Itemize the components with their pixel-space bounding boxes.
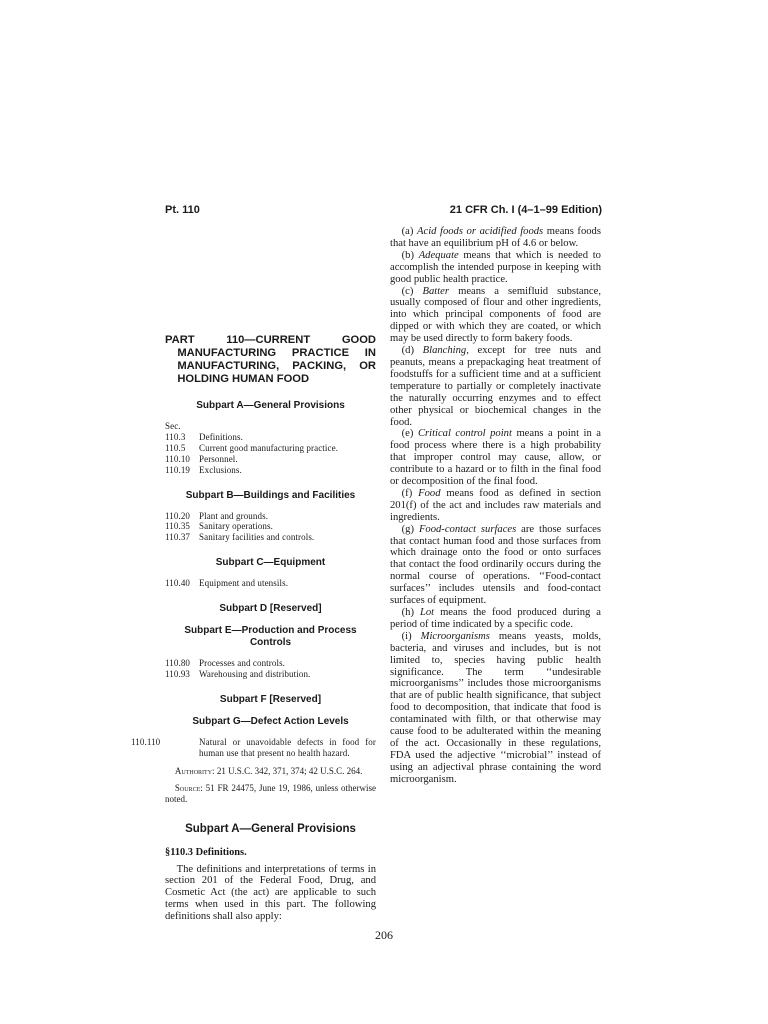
right-column [390,226,601,786]
definition-term: Critical control point [417,428,512,440]
source-note [165,783,376,804]
toc-item-text: Sanitary operations. [199,521,273,532]
toc-subpart-c: Subpart C—Equipment [215,557,326,569]
definition-term: Food [418,487,441,499]
section-heading: §110.3 Definitions. [165,846,247,858]
definition-term: Adequate [418,249,459,261]
definition-lead: (d) [401,345,415,357]
toc-item-num: 110.93 [165,669,191,680]
definition-a [390,226,601,250]
source-text: 51 FR 24475, June 19, 1986, unless otherwise noted. [165,783,377,804]
definition-d [390,345,601,428]
definition-lead: (i) [401,630,412,642]
toc-item [165,432,376,443]
toc-list-b [165,511,376,544]
part-title: PART 110—CURRENT GOOD MANUFACTURING PRACTICE IN MANUFACTURING, PACKING, OR HOLDING HUMAN FOOD [165,334,376,385]
definition-b [390,250,601,286]
page-number: 206 [375,928,393,942]
definition-h [390,607,601,631]
definition-term: Food-contact surfaces [418,523,517,535]
toc-item-num: 110.35 [165,521,191,532]
toc-item-num: 110.80 [165,658,191,669]
toc-subpart-f: Subpart F [Reserved] [219,693,322,705]
toc-list-c [165,578,376,589]
toc-item [165,532,376,543]
definition-lead: (a) [401,226,414,237]
definition-text: means food as defined in section 201(f) of the act and includes raw materials and ingredients. [390,487,602,523]
toc-list-e [165,658,376,680]
toc-item [165,454,376,465]
toc-item-text: Natural or unavoidable defects in food for human use that present no health hazard. [199,736,376,758]
definition-i [390,631,601,786]
source-label: Source: [174,783,203,794]
definition-lead: (e) [401,428,414,440]
toc-item-text: Warehousing and distribution. [199,669,311,680]
toc-subpart-g: Subpart G—Defect Action Levels [192,715,349,727]
definition-text: means yeasts, molds, bacteria, and viruses and includes, but is not limited to, species having public health significance. The term ‘‘undesirable microorganisms’’ includes those microorganisms that are of public health significance, that subject food to decomposition, that indicate that food is contaminated with filth, or that otherwise may cause food to be adulterated within the meaning of the act. Occasionally in these regulations, FDA used the adjective ‘‘microbial’’ instead of using an adjectival phrase containing the word microorganism. [390,630,601,785]
definition-lead: (c) [401,285,414,297]
definition-c [390,286,601,346]
authority-label: Authority: [174,765,215,776]
definition-term: Batter [422,285,449,297]
running-header [165,204,602,220]
toc-list-g [131,736,376,759]
toc-subpart-d: Subpart D [Reserved] [219,603,322,615]
toc-item-num: 110.20 [165,510,191,521]
left-column [131,226,377,923]
toc-item-text: Exclusions. [199,464,242,475]
toc-item-num: 110.3 [165,431,186,442]
toc-item-text: Definitions. [199,431,243,442]
toc-item-num: 110.37 [165,532,191,543]
toc-item-text: Processes and controls. [199,658,286,669]
definition-text: except for tree nuts and peanuts, means a prepackaging heat treatment of foodstuffs for a sufficient time and at a sufficient temperature to partially or completely inactivate the naturally occurring enzymes and to effect other physical or biochemical changes in the food. [390,345,601,428]
toc-item [165,669,376,680]
subpart-a-heading: Subpart A—General Provisions [185,822,356,835]
toc-subpart-e: Subpart E—Production and Process Controls [184,625,357,649]
definition-g [390,524,601,607]
toc-item [165,443,376,454]
definition-f [390,488,601,524]
toc-sec-label: Sec. [165,421,181,431]
authority-text: 21 U.S.C. 342, 371, 374; 42 U.S.C. 264. [216,765,363,776]
header-edition: 21 CFR Ch. I (4–1–99 Edition) [449,204,602,216]
toc-item [165,578,376,589]
toc-item-num: 110.40 [165,578,191,589]
toc-item [165,511,376,522]
toc-item-text: Plant and grounds. [199,510,269,521]
toc-item [165,521,376,532]
toc-item-text: Personnel. [199,453,238,464]
definition-lead: (g) [401,523,415,535]
definition-e [390,428,601,488]
toc-item-num: 110.5 [165,442,186,453]
definition-lead: (b) [401,249,415,261]
definition-term: Acid foods or acidified foods [417,226,544,237]
definition-text: means foods that have an equilibrium pH of 4.6 or below. [390,226,601,249]
toc-item [165,658,376,669]
definition-text: means a semifluid substance, usually composed of flour and other ingredients, into which principal components of food are dipped or with which they are coated, or which may be used directly to form bakery foods. [390,285,601,345]
definition-lead: (f) [401,487,413,499]
definition-text: means the food produced during a period of time indicated by a specific code. [390,607,601,630]
header-part: Pt. 110 [165,204,200,216]
toc-item-num: 110.19 [165,464,191,475]
toc-item-text: Current good manufacturing practice. [199,442,339,453]
toc-item-num: 110.110 [131,736,161,747]
toc-subpart-b: Subpart B—Buildings and Facilities [185,489,356,501]
intro-paragraph: The definitions and interpretations of terms in section 201 of the Federal Food, Drug, and Cosmetic Act (the act) are applicable to such terms when used in this part. The following definitions shall also apply: [165,863,376,923]
toc-item-text: Equipment and utensils. [199,578,289,589]
authority-note [165,766,376,777]
toc-item [165,465,376,476]
definition-text: are those surfaces that contact human food and those surfaces from which drainage onto the food or onto surfaces that contact the food ordinarily occurs during the normal course of operations. ‘‘Food-contact surfaces’’ includes utensils and food-contact surfaces of equipment. [390,523,602,607]
toc-item [131,736,376,759]
definition-term: Microorganisms [420,630,490,642]
definition-text: means a point in a food process where there is a high probability that improper control may cause, allow, or contribute to a hazard or to filth in the final food or decomposition of the final food. [390,428,601,488]
toc-subpart-a: Subpart A—General Provisions [196,400,345,411]
toc-item-num: 110.10 [165,453,191,464]
definition-text: means that which is needed to accomplish the intended purpose in keeping with good public health practice. [390,249,601,285]
toc-item-text: Sanitary facilities and controls. [199,532,315,543]
definition-term: Blanching, [422,345,469,357]
definition-term: Lot [419,607,435,618]
definition-lead: (h) [401,607,415,618]
toc-list-a [165,421,376,476]
